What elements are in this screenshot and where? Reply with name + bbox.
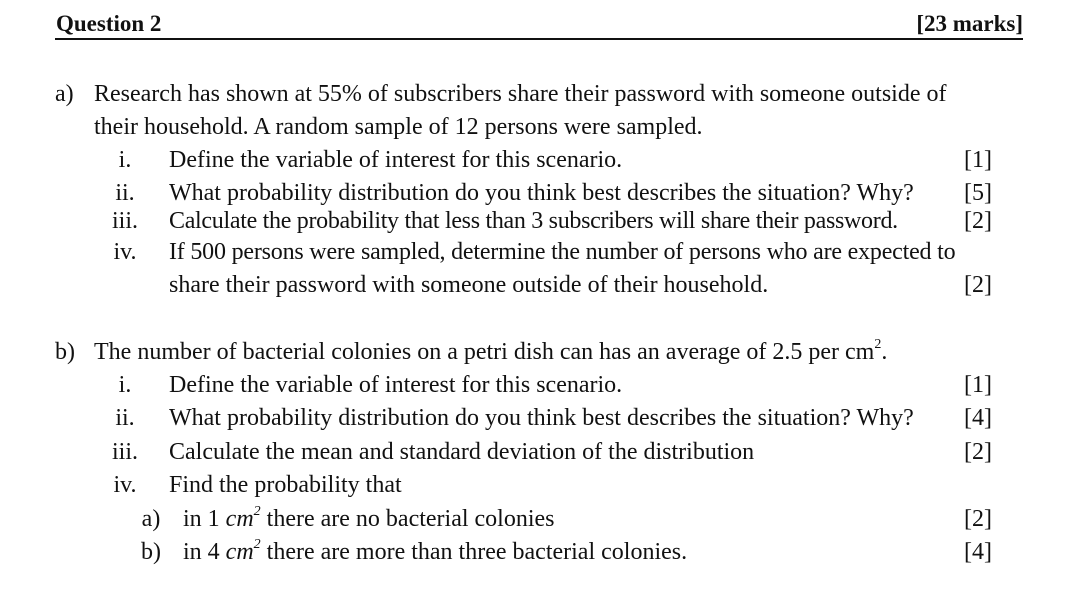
part-a-item-ii-number: ii. [115,180,135,206]
part-a-item-iv-marks: [2] [964,272,992,298]
part-b-item-iii-number: iii. [111,439,138,465]
part-b-subitem-a-text [183,504,555,534]
part-b-subitem-b-letter: b) [141,539,161,565]
part-a-item-iii-text: Calculate the probability that less than 3 subscribers will share their password. [169,208,898,234]
part-b-item-iii-marks: [2] [964,439,992,465]
part-b-subitem-b-superscript: 2 [253,537,261,552]
part-b-subitem-b-marks: [4] [964,539,992,565]
part-a-intro-line1: Research has shown at 55% of subscribers share their password with someone outside of [94,81,947,107]
part-b-subitem-a-superscript: 2 [253,504,261,519]
part-b-subitem-a-unit: cm [225,506,254,532]
part-a-label: a) [55,81,74,107]
part-a-item-iii-number: iii. [111,208,138,234]
part-b-item-iv-number: iv. [113,472,137,498]
part-b-subitem-a-letter: a) [141,506,161,532]
part-b-item-ii-marks: [4] [964,405,992,431]
part-b-subitem-a-post: there are no bacterial colonies [260,506,555,532]
part-b-item-ii-text: What probability distribution do you think best describes the situation? Why? [169,405,914,431]
part-a-item-iii-marks: [2] [964,208,992,234]
part-b-item-i-text: Define the variable of interest for this scenario. [169,372,623,398]
part-b-subitem-b-post: there are more than three bacterial colonies. [260,539,688,565]
part-a-item-i-marks: [1] [964,147,992,173]
part-a-item-ii-marks: [5] [964,180,992,206]
part-b-subitem-b-text [183,537,687,567]
part-a-item-iv-number: iv. [113,239,137,265]
part-b-label: b) [55,339,75,365]
part-b-item-iv-text: Find the probability that [169,472,402,498]
part-a-intro-line2: their household. A random sample of 12 persons were sampled. [94,114,703,140]
part-a-item-ii-text: What probability distribution do you think best describes the situation? Why? [169,180,914,206]
question-total-marks: [23 marks] [916,11,1023,36]
part-b-subitem-b-pre: in 4 [183,539,226,565]
part-a-item-i-text: Define the variable of interest for this scenario. [169,147,623,173]
part-b-item-iii-text: Calculate the mean and standard deviation of the distribution [169,439,755,465]
part-b-intro [94,337,887,367]
part-b-subitem-a-marks: [2] [964,506,992,532]
part-b-item-i-number: i. [118,372,132,398]
part-b-item-i-marks: [1] [964,372,992,398]
part-b-subitem-b-unit: cm [225,539,254,565]
header-underline [55,38,1023,40]
part-a-item-iv-text-line2: share their password with someone outside of their household. [169,272,769,298]
part-b-subitem-a-pre: in 1 [183,506,226,532]
part-b-item-ii-number: ii. [115,405,135,431]
part-a-item-i-number: i. [118,147,132,173]
part-b-intro-end: . [881,339,888,365]
part-b-intro-text: The number of bacterial colonies on a petri dish can has an average of 2.5 per cm [94,339,875,365]
part-a-item-iv-text-line1: If 500 persons were sampled, determine the number of persons who are expected to [169,239,956,265]
question-title: Question 2 [56,11,162,36]
part-b-intro-superscript: 2 [874,337,882,352]
